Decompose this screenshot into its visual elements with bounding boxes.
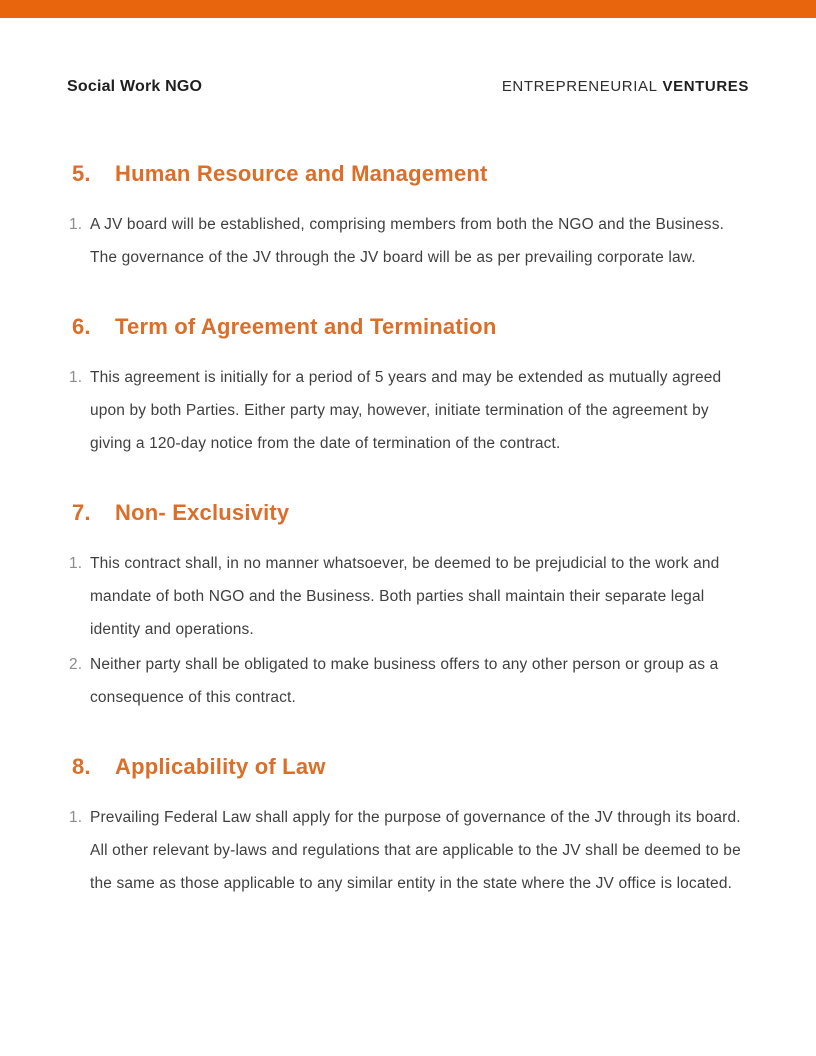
section-title: Non- Exclusivity	[115, 500, 290, 525]
clause-number: 1.	[69, 216, 83, 233]
clause-text: This agreement is initially for a period of 5 years and may be extended as mutually agreed upon by both Parties. Either party may, however, initiate termination of the agreement by giving a 120-day notice from the date of termination of the contract.	[90, 369, 722, 452]
document-header	[0, 78, 816, 96]
document-body	[0, 161, 816, 900]
clause-list	[69, 208, 750, 274]
brand-right-label	[502, 78, 749, 95]
section-number: 8.	[72, 754, 91, 779]
clause-text: This contract shall, in no manner whatsoever, be deemed to be prejudicial to the work and mandate of both NGO and the Business. Both parties shall maintain their separate legal identity and operations.	[90, 555, 720, 638]
clause-list	[69, 801, 750, 900]
section-title: Term of Agreement and Termination	[115, 314, 497, 339]
brand-right-bold: VENTURES	[662, 78, 749, 95]
section-heading	[69, 500, 750, 526]
clause-number: 2.	[69, 656, 83, 673]
clause-item	[69, 361, 750, 460]
section-heading	[69, 314, 750, 340]
clause-number: 1.	[69, 809, 83, 826]
section-title: Human Resource and Management	[115, 161, 488, 186]
clause-text: A JV board will be established, comprising members from both the NGO and the Business. The governance of the JV through the JV board will be as per prevailing corporate law.	[90, 216, 725, 266]
clause-item	[69, 648, 750, 714]
section-heading	[69, 161, 750, 187]
accent-top-bar	[0, 0, 816, 18]
brand-right-regular: ENTREPRENEURIAL	[501, 78, 658, 95]
section-number: 5.	[72, 161, 91, 186]
clause-item	[69, 801, 750, 900]
clause-item	[69, 208, 750, 274]
section-title: Applicability of Law	[115, 754, 326, 779]
clause-text: Neither party shall be obligated to make business offers to any other person or group as a consequence of this contract.	[90, 656, 719, 706]
section-number: 6.	[72, 314, 91, 339]
clause-list	[69, 361, 750, 460]
clause-number: 1.	[69, 555, 83, 572]
section-heading	[69, 754, 750, 780]
clause-list	[69, 547, 750, 714]
clause-number: 1.	[69, 369, 83, 386]
section-number: 7.	[72, 500, 91, 525]
clause-item	[69, 547, 750, 646]
brand-left-label: Social Work NGO	[67, 78, 203, 95]
clause-text: Prevailing Federal Law shall apply for the purpose of governance of the JV through its board. All other relevant by-laws and regulations that are applicable to the JV shall be deemed to be the same as those applicable to any similar entity in the state where the JV office is located.	[90, 809, 741, 892]
